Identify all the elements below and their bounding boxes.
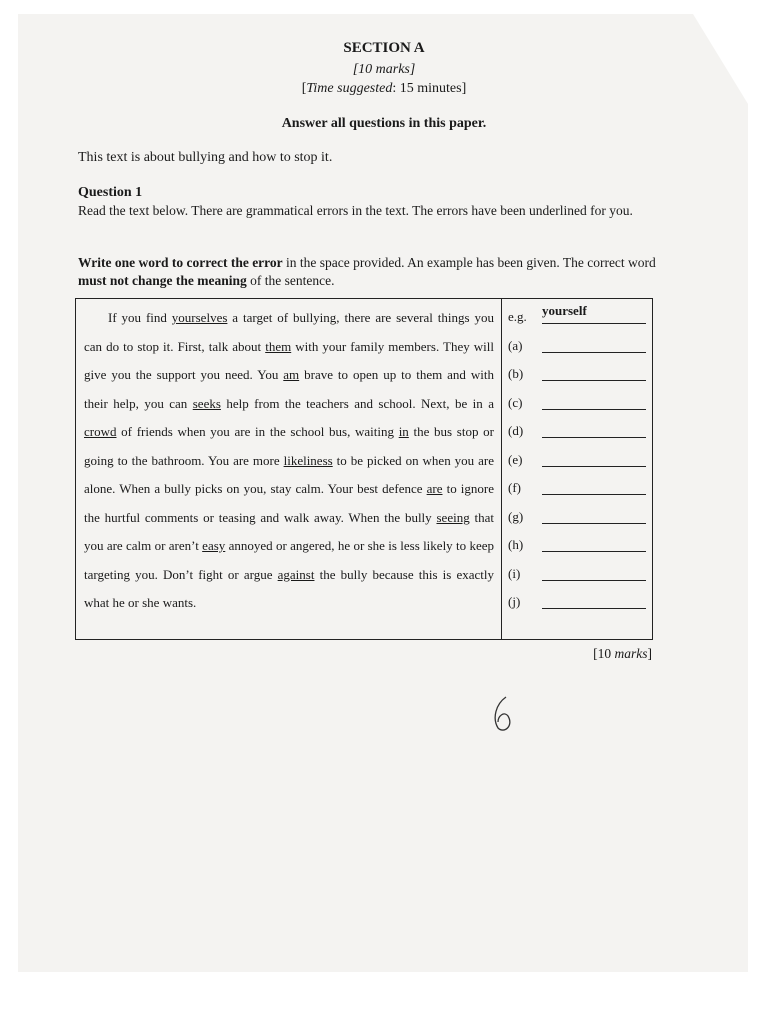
answer-row (508, 303, 650, 332)
answer-blank[interactable] (542, 380, 646, 381)
answer-row (508, 588, 650, 617)
answer-label: (b) (508, 366, 524, 381)
answer-row (508, 531, 650, 560)
time-label: Time suggested (306, 81, 393, 96)
passage-text: the bus stop or going to the bathroom. You are more (84, 424, 494, 468)
underlined-error: against (277, 566, 315, 582)
answer-row (508, 560, 650, 589)
answer-blank[interactable] (542, 437, 646, 438)
answer-label: e.g. (508, 309, 527, 324)
answer-label: (e) (508, 451, 523, 467)
instruction-post: questions in this paper. (345, 116, 487, 131)
passage-text: If you find (108, 310, 172, 325)
answer-label: (d) (508, 423, 524, 438)
total-marks (593, 646, 652, 662)
instruction-bold-2: must not change the meaning (78, 273, 247, 288)
question-text-2 (78, 254, 656, 290)
answer-blank[interactable] (542, 466, 646, 467)
answer-row (508, 417, 650, 446)
answer-blank[interactable] (542, 608, 646, 609)
section-title: SECTION A (343, 40, 425, 56)
answer-label: (f) (508, 480, 521, 495)
underlined-error: seeks (192, 395, 221, 411)
instruction (0, 116, 768, 132)
underlined-error: them (265, 338, 292, 354)
question-title: Question 1 (78, 185, 143, 200)
underlined-error: likeliness (283, 452, 333, 468)
passage (84, 304, 494, 618)
answer-label: (a) (508, 337, 523, 353)
answer-blank[interactable] (542, 323, 646, 324)
answer-row (508, 360, 650, 389)
time-value: : 15 minutes (392, 81, 462, 96)
answer-row (508, 332, 650, 361)
instruction-mid-1: in the space provided. An example has been given. The correct word (282, 255, 656, 270)
underlined-error: yourselves (171, 310, 228, 325)
answer-label: (g) (508, 508, 524, 524)
passage-text: a target of bullying, there are several things you can do to stop it. First, talk about (84, 310, 494, 354)
passage-text: help from the teachers and school. Next, be in a (220, 395, 494, 411)
section-marks: [10 marks] (352, 62, 416, 77)
total-marks-end: ] (647, 646, 652, 661)
underlined-error: am (283, 367, 300, 382)
answer-label: (h) (508, 537, 524, 552)
question-text-1: Read the text below. There are grammatical errors in the text. The errors have been underlined for you. (78, 203, 633, 218)
passage-text: brave to open up to them and with their help, you can (84, 367, 494, 411)
underlined-error: easy (202, 538, 226, 553)
answer-row (508, 503, 650, 532)
instruction-bold-1: Write one word to correct the error (78, 255, 283, 270)
passage-text: with your family members. They will give you the support you need. You (84, 338, 495, 382)
handwritten-score (488, 694, 518, 734)
answer-label: (i) (508, 565, 521, 581)
underlined-error: seeing (436, 509, 470, 525)
answer-label: (j) (508, 594, 521, 609)
total-marks-num: [10 (593, 646, 615, 661)
underlined-error: in (398, 424, 409, 439)
instruction-mid-2: of the sentence. (246, 273, 335, 288)
answer-blank[interactable] (542, 523, 646, 524)
passage-text: of friends when you are in the school bus, waiting (116, 424, 399, 439)
question-box (75, 298, 653, 640)
underlined-error: are (426, 481, 443, 496)
answer-blank[interactable] (542, 551, 646, 552)
underlined-error: crowd (84, 424, 117, 439)
answer-row (508, 446, 650, 475)
column-divider (501, 299, 502, 639)
passage-text: to be picked on when you are alone. When a bully picks on you, stay calm. Your best defence (84, 452, 494, 496)
passage-text: to ignore the hurtful comments or teasing and walk away. When the bully (84, 481, 494, 525)
answer-blank[interactable] (542, 494, 646, 495)
answer-column (508, 303, 650, 617)
passage-text: annoyed or angered, he or she is less likely to keep targeting you. Don’t fight or argue (84, 538, 494, 582)
answer-blank[interactable] (542, 580, 646, 581)
instruction-pre: Answer (281, 116, 331, 131)
answer-row (508, 389, 650, 418)
answer-blank[interactable] (542, 352, 646, 353)
total-marks-word: marks (614, 646, 648, 661)
instruction-bold: all (330, 116, 346, 131)
passage-text: the bully because this is exactly what he or she wants. (84, 566, 494, 610)
answer-row (508, 474, 650, 503)
answer-blank[interactable] (542, 409, 646, 410)
answer-value: yourself (542, 303, 587, 318)
answer-label: (c) (508, 394, 523, 410)
passage-text: that you are calm or aren’t (84, 509, 495, 553)
intro-text: This text is about bullying and how to stop it. (78, 150, 333, 165)
time-suggested: [Time suggested: 15 minutes] (301, 81, 467, 96)
